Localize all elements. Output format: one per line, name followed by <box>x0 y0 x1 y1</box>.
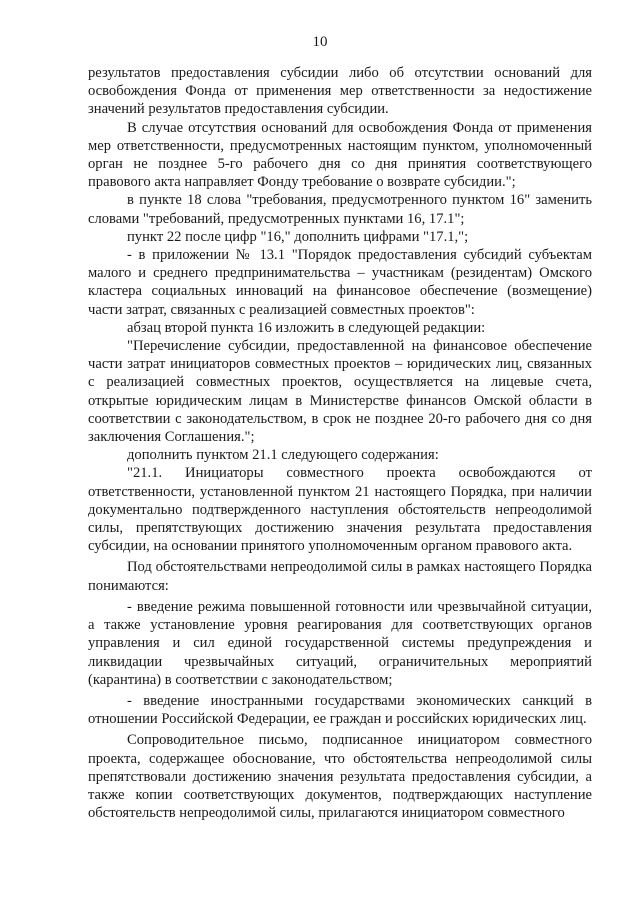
paragraph: "21.1. Инициаторы совместного проекта освобождаются от ответственности, установленной пунктом 21 настоящего Порядка, при наличии документально подтвержденного наступления обстоятельств непреодолимой силы, препятствующих достижению значения результата предоставления субсидии, на основании принятого уполномоченным органом правового акта. <box>88 465 592 555</box>
paragraph: дополнить пунктом 21.1 следующего содержания: <box>127 447 439 464</box>
paragraph: абзац второй пункта 16 изложить в следующей редакции: <box>127 319 486 336</box>
paragraph: - введение режима повышенной готовности или чрезвычайной ситуации, а также установление уровня реагирования для соответствующих органов управления и сил единой государственной системы предупреждения и ликвидации чрезвычайных ситуаций, ограничительных мероприятий (карантина) в соответствии с законодательством; <box>88 598 592 688</box>
page-number: 10 <box>312 34 328 50</box>
paragraph: В случае отсутствия оснований для освобождения Фонда от применения мер ответственности, предусмотренных настоящим пунктом, уполномоченный орган не позднее 5-го рабочего дня со дня принятия соответствующего правового акта направляет Фонду требование о возврате субсидии."; <box>88 119 592 191</box>
paragraph: пункт 22 после цифр "16," дополнить цифрами "17.1,"; <box>127 228 469 245</box>
document-body <box>88 64 592 822</box>
paragraph: результатов предоставления субсидии либо об отсутствии оснований для освобождения Фонда от применения мер ответственности за недостижение значений результатов предоставления субсидии. <box>88 65 592 118</box>
paragraph: "Перечисление субсидии, предоставленной на финансовое обеспечение части затрат инициаторов совместных проектов – юридических лиц, связанных с реализацией совместных проектов, осуществляется на лицевые счета, открытые юридическим лицам в Министерстве финансов Омской области в соответствии с законодательством, в срок не позднее 20-го рабочего дня со дня заключения Соглашения."; <box>88 338 592 446</box>
paragraph: - введение иностранными государствами экономических санкций в отношении Российской Федерации, ее граждан и российских юридических лиц. <box>88 692 592 728</box>
paragraph: - в приложении № 13.1 "Порядок предоставления субсидий субъектам малого и среднего предпринимательства – участникам (резидентам) Омского кластера социальных инноваций на финансовое обеспечение (возмещение) части затрат, связанных с реализацией совместных проектов": <box>88 247 592 318</box>
paragraph: в пункте 18 слова "требования, предусмотренного пунктом 16" заменить словами "требований, предусмотренных пунктами 16, 17.1"; <box>88 192 592 227</box>
paragraph: Под обстоятельствами непреодолимой силы в рамках настоящего Порядка понимаются: <box>88 559 592 594</box>
paragraph: Сопроводительное письмо, подписанное инициатором совместного проекта, содержащее обоснование, что обстоятельства непреодолимой силы препятствовали достижению значения результата предоставления субсидии, а также копии соответствующих документов, подтверждающих наступление обстоятельств непреодолимой силы, прилагаются инициатором совместного <box>88 732 592 822</box>
